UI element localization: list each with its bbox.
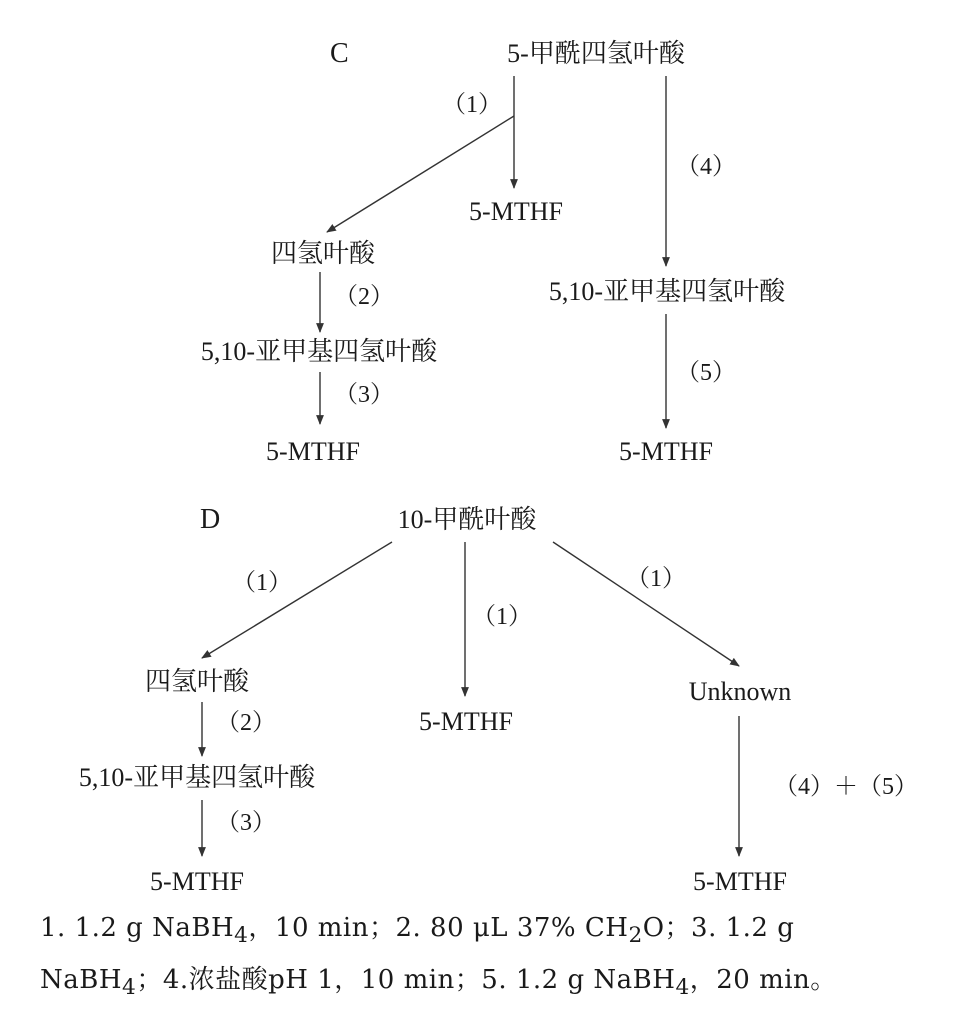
legend-line-2 xyxy=(40,958,940,1010)
conditions-legend xyxy=(40,906,940,1010)
subscript-4: 4 xyxy=(675,975,690,1001)
legend-line-1-part-b: ，10 min；2. 80 μL 37% CH xyxy=(248,913,629,943)
panel-c-step-2-label: （2） xyxy=(334,284,394,310)
panel-d-step-1-middle-label: （1） xyxy=(472,604,532,630)
panel-d-step-2-label: （2） xyxy=(216,710,276,736)
legend-line-2-part-a: NaBH xyxy=(40,965,123,996)
panel-d-step-1-right-label: （1） xyxy=(626,566,686,592)
panel-c-left-product: 5-MTHF xyxy=(266,437,360,466)
subscript-4: 4 xyxy=(234,923,249,949)
legend-line-2-part-c: ，20 min。 xyxy=(689,965,837,996)
panel-d-right-product: 5-MTHF xyxy=(693,867,787,896)
panel-d-step-3-label: （3） xyxy=(216,810,276,836)
panel-c-label: C xyxy=(330,38,349,69)
legend-line-2-part-b: ；4.浓盐酸pH 1，10 min；5. 1.2 g NaBH xyxy=(136,965,676,996)
panel-c-right-product: 5-MTHF xyxy=(619,437,713,466)
panel-c-root-node: 5-甲酰四氢叶酸 xyxy=(507,39,685,68)
panel-d-label: D xyxy=(200,504,221,535)
panel-d-step-1-left-label: （1） xyxy=(232,570,292,596)
legend-line-1-part-c: O；3. 1.2 g xyxy=(642,913,795,943)
panel-c-left-thf-node: 四氢叶酸 xyxy=(270,239,376,268)
panel-d-arrow-to-unknown xyxy=(553,542,739,666)
panel-c-left-methylene-node: 5,10-亚甲基四氢叶酸 xyxy=(200,337,438,366)
panel-d-root-node: 10-甲酰叶酸 xyxy=(397,505,537,534)
panel-c-middle-product: 5-MTHF xyxy=(469,197,563,226)
panel-d-step-4-5-label: （4）＋（5） xyxy=(774,774,918,800)
panel-d-arrow-to-thf xyxy=(202,542,392,658)
panel-d-left-product: 5-MTHF xyxy=(150,867,244,896)
panel-c-right-methylene-node: 5,10-亚甲基四氢叶酸 xyxy=(548,277,786,306)
panel-d-left-methylene-node: 5,10-亚甲基四氢叶酸 xyxy=(78,763,316,792)
panel-c-step-3-label: （3） xyxy=(334,382,394,408)
legend-line-1-part-a: 1. 1.2 g NaBH xyxy=(40,913,235,943)
panel-c-step-4-label: （4） xyxy=(676,154,736,180)
panel-c-step-5-label: （5） xyxy=(676,360,736,386)
panel-d-middle-product: 5-MTHF xyxy=(419,707,513,736)
subscript-2: 2 xyxy=(628,923,643,949)
panel-d-unknown-node: Unknown xyxy=(688,677,792,706)
panel-d-left-thf-node: 四氢叶酸 xyxy=(144,667,250,696)
panel-c-step-1-label: （1） xyxy=(442,92,502,118)
legend-line-1 xyxy=(40,906,940,958)
subscript-4: 4 xyxy=(122,975,137,1001)
